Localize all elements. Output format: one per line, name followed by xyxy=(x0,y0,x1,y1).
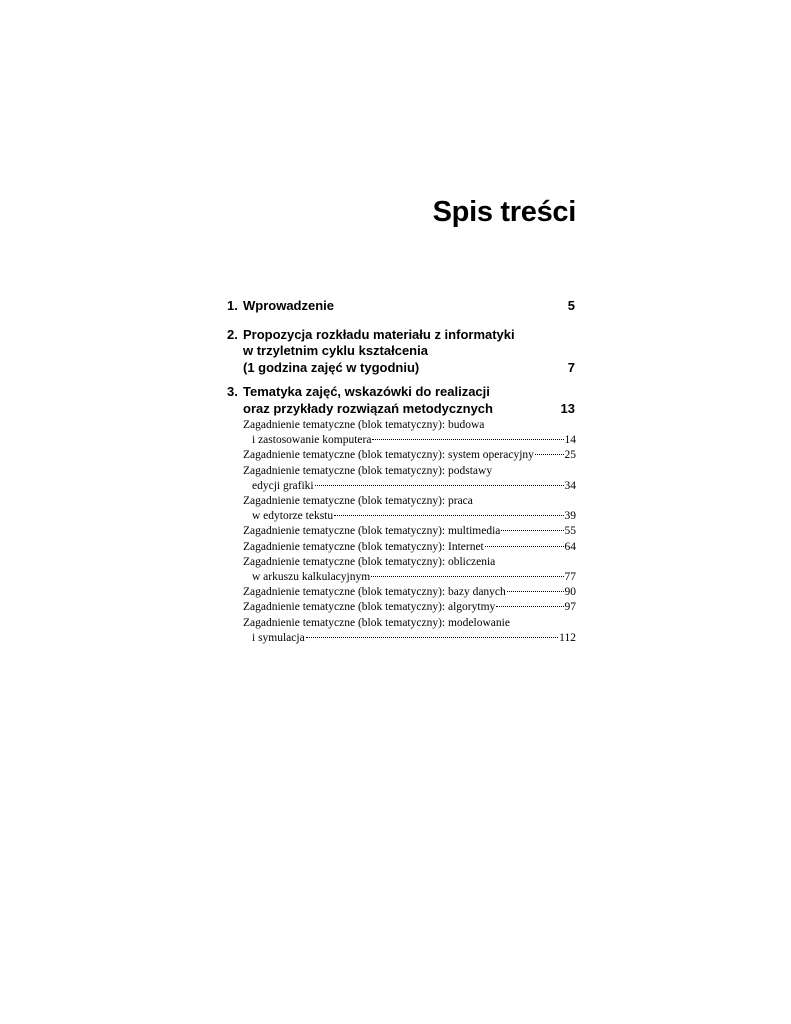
chapter-title-line: (1 godzina zajęć w tygodniu) xyxy=(243,359,420,375)
chapter-title-line: Propozycja rozkładu materiału z informatyki xyxy=(243,326,515,342)
dot-leader xyxy=(485,546,564,547)
chapter-title xyxy=(227,298,576,315)
chapter-3-subentries xyxy=(227,418,576,646)
dot-leader xyxy=(334,515,563,516)
dot-leader xyxy=(371,576,563,577)
chapter-page-number: 13 xyxy=(560,400,575,416)
toc-subentry xyxy=(243,585,576,600)
toc-subentry xyxy=(243,540,576,555)
subentry-text-line: Zagadnienie tematyczne (blok tematyczny): system operacyjny xyxy=(243,449,534,462)
subentry-page-number: 77 xyxy=(564,571,576,584)
subentry-text-line: Zagadnienie tematyczne (blok tematyczny): praca xyxy=(243,495,473,508)
chapter-title xyxy=(227,384,576,417)
chapter-number: 2. xyxy=(227,326,238,342)
subentry-text-line: Zagadnienie tematyczne (blok tematyczny): Internet xyxy=(243,540,484,553)
subentry-page-number: 34 xyxy=(564,479,576,492)
table-of-contents xyxy=(227,298,576,646)
subentry-text-line: Zagadnienie tematyczne (blok tematyczny): algorytmy xyxy=(243,601,496,614)
subentry-page-number: 55 xyxy=(564,525,576,538)
chapter-title xyxy=(227,327,576,377)
subentry-text-line: Zagadnienie tematyczne (blok tematyczny): bazy danych xyxy=(243,586,506,599)
chapter-page-number: 7 xyxy=(567,359,575,375)
dot-leader xyxy=(372,439,563,440)
page-title: Spis treści xyxy=(432,196,576,228)
chapter-number: 3. xyxy=(227,384,238,399)
subentry-page-number: 112 xyxy=(559,631,576,644)
subentry-text-line: Zagadnienie tematyczne (blok tematyczny): budowa xyxy=(243,419,485,431)
subentry-page-number: 97 xyxy=(564,601,576,614)
dot-leader xyxy=(496,606,563,607)
chapter-title-line: oraz przykłady rozwiązań metodycznych xyxy=(243,400,493,416)
subentry-text-line: w arkuszu kalkulacyjnym xyxy=(252,571,371,584)
toc-subentry xyxy=(243,494,576,524)
subentry-text-line: i zastosowanie komputera xyxy=(252,434,372,447)
subentry-page-number: 90 xyxy=(564,586,576,599)
subentry-text-line: Zagadnienie tematyczne (blok tematyczny): multimedia xyxy=(243,525,501,538)
dot-leader xyxy=(501,530,563,531)
toc-subentry xyxy=(243,448,576,463)
subentry-page-number: 64 xyxy=(564,540,576,553)
subentry-text-line: Zagadnienie tematyczne (blok tematyczny): modelowanie xyxy=(243,616,510,629)
subentry-page-number: 39 xyxy=(564,510,576,523)
dot-leader xyxy=(507,591,564,592)
toc-chapter-1 xyxy=(227,298,576,315)
dot-leader xyxy=(535,454,564,455)
chapter-title-line: Tematyka zajęć, wskazówki do realizacji xyxy=(243,384,490,399)
subentry-text-line: edycji grafiki xyxy=(252,479,314,492)
toc-subentry xyxy=(243,464,576,494)
dot-leader xyxy=(315,485,564,486)
chapter-title-line: Wprowadzenie xyxy=(243,298,335,313)
chapter-page-number: 5 xyxy=(567,298,575,313)
chapter-number: 1. xyxy=(227,298,238,313)
toc-subentry xyxy=(243,600,576,615)
subentry-page-number: 25 xyxy=(564,449,576,462)
subentry-text-line: Zagadnienie tematyczne (blok tematyczny): podstawy xyxy=(243,464,493,477)
toc-chapter-2 xyxy=(227,327,576,377)
subentry-text-line: Zagadnienie tematyczne (blok tematyczny): obliczenia xyxy=(243,555,496,568)
toc-subentry xyxy=(243,555,576,585)
toc-subentry xyxy=(243,418,576,448)
toc-chapter-3 xyxy=(227,384,576,417)
subentry-text-line: i symulacja xyxy=(252,631,305,644)
subentry-page-number: 14 xyxy=(564,434,576,447)
dot-leader xyxy=(306,637,558,638)
toc-subentry xyxy=(243,524,576,539)
toc-subentry xyxy=(243,616,576,646)
subentry-text-line: w edytorze tekstu xyxy=(252,510,334,523)
chapter-title-line: w trzyletnim cyklu kształcenia xyxy=(243,343,428,358)
